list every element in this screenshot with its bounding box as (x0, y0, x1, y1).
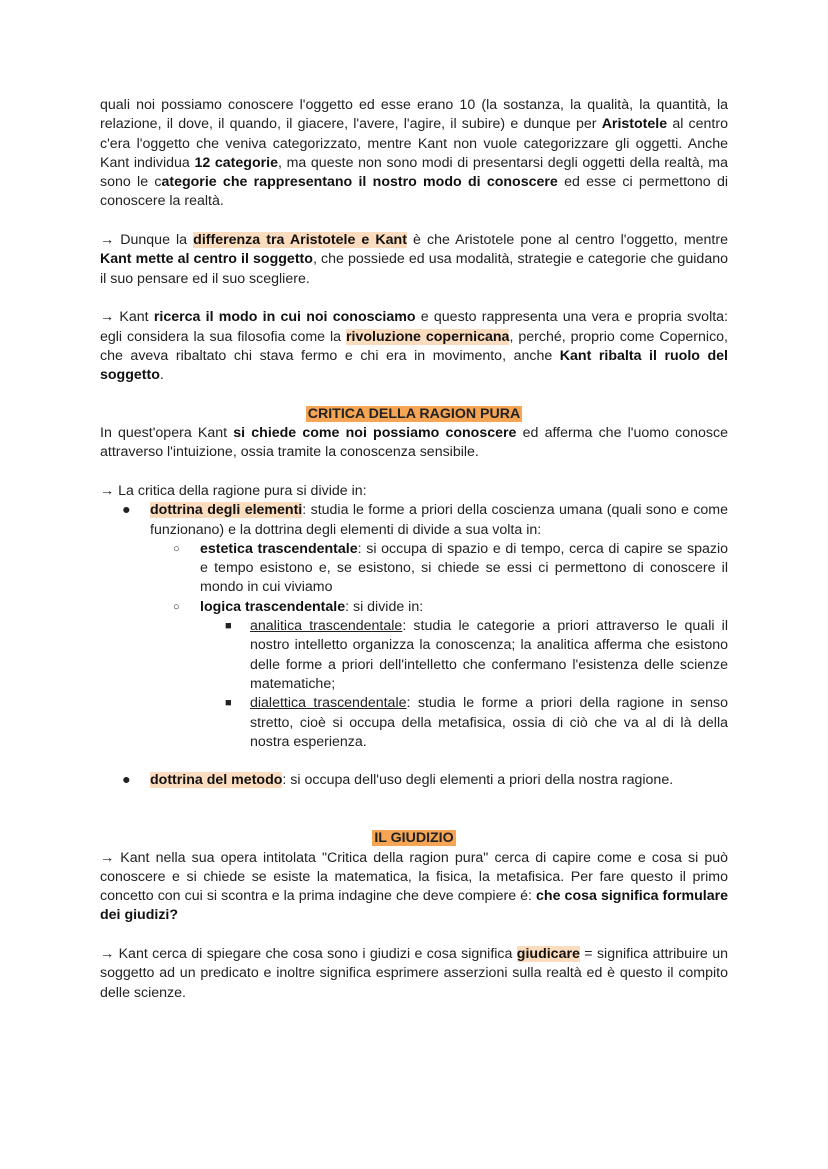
highlighted-text: rivoluzione copernicana (346, 328, 510, 345)
paragraph-categories (100, 96, 728, 212)
text: : si occupa dell'uso degli elementi a priori della nostra ragione. (282, 772, 674, 789)
sub-list (150, 540, 728, 752)
text: → Kant cerca di spiegare che cosa sono i giudizi e cosa significa (100, 946, 517, 963)
title-text: IL GIUDIZIO (374, 830, 454, 847)
list-item (100, 501, 728, 752)
paragraph-division: → La critica della ragione pura si divide in: (100, 482, 367, 499)
paragraph-intro-critica (100, 424, 728, 463)
bold-text: ricerca il modo in cui noi conosciamo (153, 309, 416, 326)
bold-text: estetica trascendentale (200, 540, 358, 557)
text: , che possiede ed usa modalità, strategie e categorie che guidano il suo pensare ed il suo scegliere. (100, 251, 728, 287)
text: → Dunque la (100, 232, 194, 249)
sub-sub-list (200, 617, 728, 752)
text: : studia le forme a priori della ragione in senso stretto, cioè si occupa della metafisica, ossia di ciò che va al di là della nostra esperienza. (250, 695, 728, 750)
bullet-icon: ● (122, 772, 131, 789)
bold-text: ategorie che rappresentano il nostro modo di conoscere (161, 174, 558, 191)
underlined-text: dialettica trascendentale (250, 695, 407, 712)
square-bullet-icon: ■ (225, 697, 232, 710)
text: : si occupa di spazio e di tempo, cerca di capire se spazio e tempo esistono e, se esistono, si chiede se essi ci permettono di conoscere il mondo in cui viviamo (200, 540, 729, 596)
bold-text: Kant mette al centro il soggetto (100, 251, 313, 268)
text: e questo rappresenta una vera e propria svolta: egli considera la sua filosofia come la (100, 309, 728, 345)
bold-text: 12 categorie (194, 154, 278, 171)
paragraph-difference (100, 231, 728, 289)
text: al centro c'era l'oggetto che veniva categorizzato, mentre Kant non vuole categorizzare gli oggetti. Anche Kant individua (100, 116, 728, 171)
bold-text: logica trascendentale (200, 598, 346, 615)
bold-text: che cosa significa formulare dei giudizi? (100, 888, 728, 924)
title-text: CRITICA DELLA RAGION PURA (307, 405, 521, 422)
paragraph-giudizio-2 (100, 945, 728, 1003)
text: ed afferma che l'uomo conosce attraverso l'intuizione, ossia tramite la conoscenza sensibile. (100, 425, 728, 461)
list-item (150, 540, 728, 598)
list-item (150, 598, 728, 752)
text: quali noi possiamo conoscere l'oggetto ed esse erano 10 (la sostanza, la qualità, la quantità, la relazione, il dove, il quando, il giacere, l'avere, l'agire, il subire) e dunque per (100, 97, 728, 133)
section-title-critica (100, 405, 728, 424)
text: è che Aristotele pone al centro l'oggetto, mentre (406, 232, 728, 249)
bold-text: Kant ribalta il ruolo del soggetto (100, 347, 728, 384)
text: : si divide in: (345, 598, 424, 615)
circle-bullet-icon: ○ (173, 542, 180, 555)
text: In quest'opera Kant (100, 425, 234, 442)
list-item (200, 617, 728, 694)
highlighted-text: dottrina del metodo (150, 772, 283, 789)
text: ed esse ci permettono di conoscere la realtà. (100, 174, 729, 210)
document-page (100, 96, 728, 1003)
text: , perché, proprio come Copernico, che aveva ribaltato chi stava fermo e chi era in movimento, anche (100, 328, 728, 364)
bold-text: si chiede come noi possiamo conoscere (233, 425, 517, 442)
text: = significa attribuire un soggetto ad un predicato e inoltre significa esprimere asserzioni sulla realtà ed è questo il compito delle scienze. (100, 946, 728, 1001)
highlighted-text: dottrina degli elementi (150, 502, 303, 519)
paragraph-giudizio-1 (100, 849, 728, 926)
square-bullet-icon: ■ (225, 620, 232, 633)
underlined-text: analitica trascendentale (250, 618, 403, 635)
outline-list (100, 501, 728, 790)
text: → Kant nella sua opera intitolata "Critica della ragion pura" cerca di capire come e cosa si può conoscere e si chiede se esiste la matematica, la fisica, la metafisica. Per fare questo il primo concetto con cui si scontra e la prima indagine che deve compiere é: (100, 849, 728, 905)
bullet-icon: ● (122, 502, 131, 519)
section-title-giudizio (100, 829, 728, 848)
list-item (100, 771, 728, 790)
text: : studia le forme a priori della coscienza umana (quali sono e come funzionano) e la dottrina degli elementi di divide a sua volta in: (150, 502, 729, 538)
text: . (159, 367, 164, 384)
circle-bullet-icon: ○ (173, 600, 180, 613)
bold-text: Aristotele (601, 116, 668, 133)
text: → Kant (100, 309, 154, 326)
highlighted-text: giudicare (516, 946, 580, 963)
list-item (200, 694, 728, 752)
paragraph-copernican (100, 308, 728, 385)
highlighted-text: differenza tra Aristotele e Kant (193, 232, 407, 249)
text: , ma queste non sono modi di presentarsi degli oggetti della realtà, ma sono le c (100, 154, 728, 191)
text: : studia le categorie a priori attraverso le quali il nostro intelletto organizza la conoscenza; la analitica afferma che esistono delle forme a priori dell'intelletto che confermano l'esistenza delle scienze matematiche; (250, 618, 728, 692)
